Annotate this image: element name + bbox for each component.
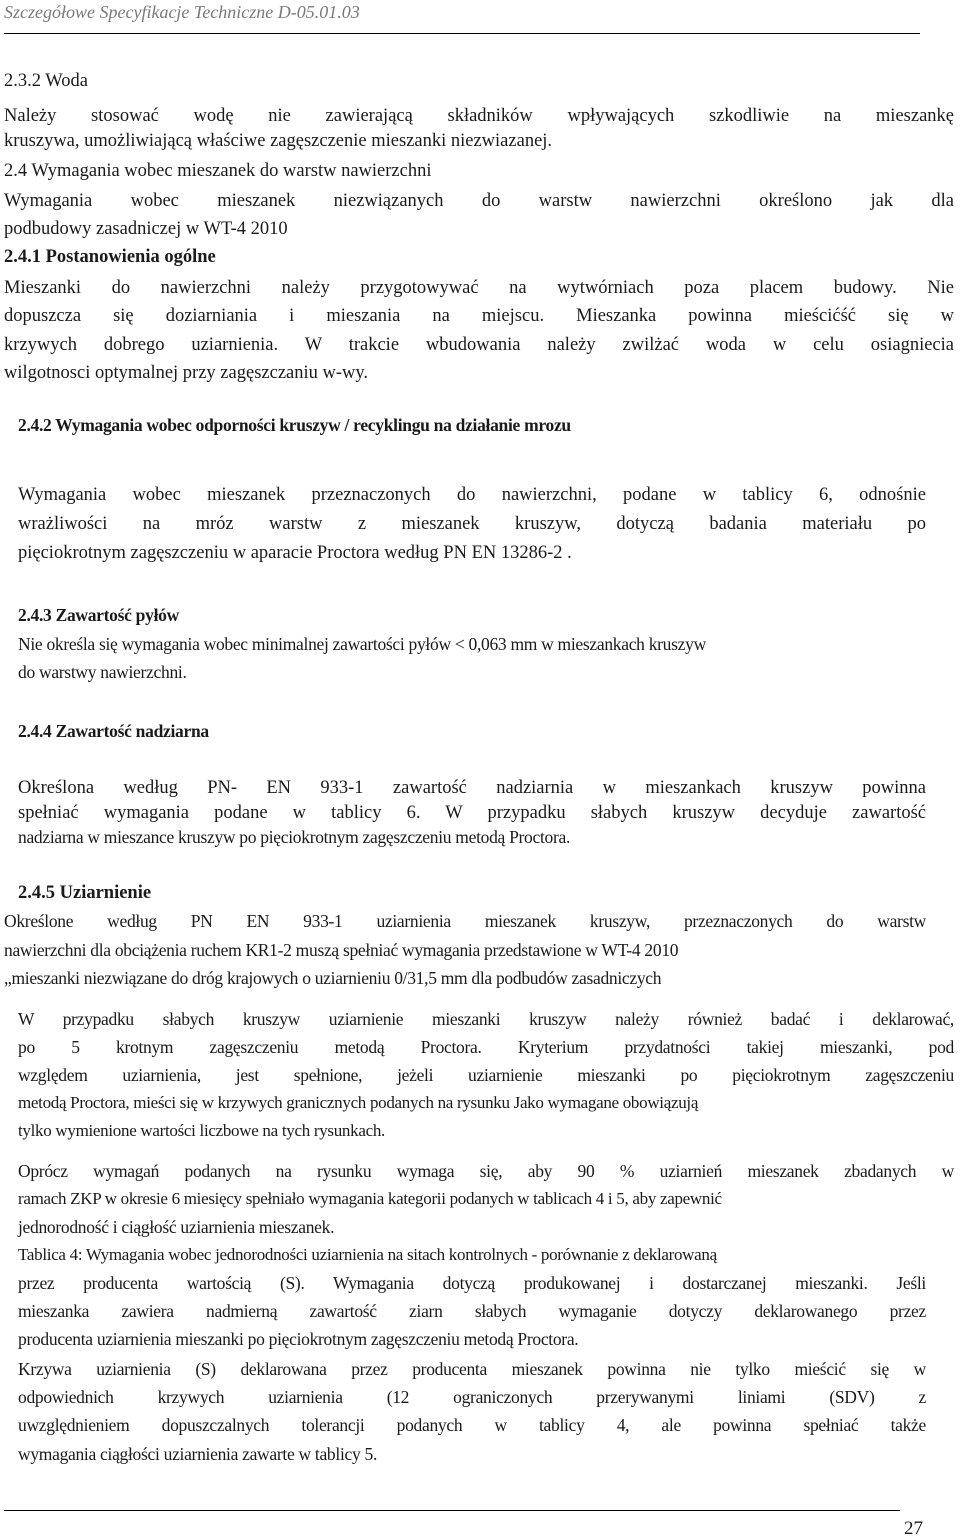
text-line: Należy stosować wodę nie zawierającą składników wpływających szkodliwie na mieszankę: [4, 106, 954, 126]
heading-2-4-2: 2.4.2 Wymagania wobec odporności kruszyw / recyklingu na działanie mrozu: [18, 415, 571, 435]
heading-2-4-4: 2.4.4 Zawartość nadziarna: [18, 721, 209, 741]
header-rule: [4, 33, 920, 34]
text-line: producenta uziarnienia mieszanki po pięciokrotnym zagęszczeniu metodą Proctora.: [18, 1329, 579, 1349]
text-line: Nie określa się wymagania wobec minimalnej zawartości pyłów < 0,063 mm w mieszankach kruszyw: [18, 634, 706, 654]
text-line: Oprócz wymagań podanych na rysunku wymaga się, aby 90 % uziarnień mieszanek zbadanych w: [18, 1161, 954, 1181]
text-line: ramach ZKP w okresie 6 miesięcy spełniało wymagania kategorii podanych w tablicach 4 i 5, aby zapewnić: [18, 1189, 722, 1208]
text-line: Określona według PN- EN 933-1 zawartość nadziarnia w mieszankach kruszyw powinna: [18, 778, 926, 798]
document-header-title: Szczegółowe Specyfikacje Techniczne D-05.01.03: [4, 2, 360, 22]
text-line: Określone według PN EN 933-1 uziarnienia mieszanek kruszyw, przeznaczonych do warstw: [4, 911, 926, 931]
text-line: odpowiednich krzywych uziarnienia (12 ograniczonych przerywanymi liniami (SDV) z: [18, 1387, 926, 1407]
text-line: wilgotnosci optymalnej przy zagęszczaniu w-wy.: [4, 363, 369, 383]
text-line: Krzywa uziarnienia (S) deklarowana przez producenta mieszanek powinna nie tylko mieścić się w: [18, 1359, 926, 1379]
page-number: 27: [904, 1518, 923, 1539]
text-line: krzywych dobrego uziarnienia. W trakcie wbudowania należy zwilżać woda w celu osiagniecia: [4, 335, 954, 355]
text-line: Wymagania wobec mieszanek przeznaczonych do nawierzchni, podane w tablicy 6, odnośnie: [18, 485, 926, 505]
text-line: W przypadku słabych kruszyw uziarnienie mieszanki kruszyw należy również badać i deklarować,: [18, 1009, 954, 1029]
text-line: Mieszanki do nawierzchni należy przygotowywać na wytwórniach poza placem budowy. Nie: [4, 278, 954, 298]
text-line: podbudowy zasadniczej w WT-4 2010: [4, 219, 288, 239]
heading-2-4-5: 2.4.5 Uziarnienie: [18, 883, 152, 903]
text-line: jednorodność i ciągłość uziarnienia mieszanek.: [18, 1217, 335, 1237]
heading-2-4-3: 2.4.3 Zawartość pyłów: [18, 605, 179, 625]
text-line: mieszanka zawiera nadmierną zawartość ziarn słabych wymaganie dotyczy deklarowanego przez: [18, 1301, 926, 1321]
text-line: Tablica 4: Wymagania wobec jednorodności uziarnienia na sitach kontrolnych - porównanie z deklarowaną: [18, 1245, 717, 1264]
text-line: kruszywa, umożliwiającą właściwe zagęszczenie mieszanki niezwiazanej.: [4, 131, 553, 151]
text-line: nadziarna w mieszance kruszyw po pięciokrotnym zagęszczeniu metodą Proctora.: [18, 827, 571, 847]
text-line: po 5 krotnym zagęszczeniu metodą Proctora. Kryterium przydatności takiej mieszanki, pod: [18, 1037, 954, 1057]
text-line: do warstwy nawierzchni.: [18, 662, 187, 682]
text-line: względem uziarnienia, jest spełnione, jeżeli uziarnienie mieszanki po pięciokrotnym zagęszczeniu: [18, 1065, 954, 1085]
heading-2-3-2: 2.3.2 Woda: [4, 71, 88, 91]
text-line: wymagania ciągłości uziarnienia zawarte w tablicy 5.: [18, 1444, 378, 1464]
heading-2-4: 2.4 Wymagania wobec mieszanek do warstw nawierzchni: [4, 161, 432, 181]
text-line: uwzględnieniem dopuszczalnych tolerancji podanych w tablicy 4, ale powinna spełniać także: [18, 1415, 926, 1435]
text-line: dopuszcza się doziarniania i mieszania na miejscu. Mieszanka powinna mieścićść się w: [4, 306, 954, 326]
footer-rule: [4, 1510, 900, 1511]
text-line: metodą Proctora, mieści się w krzywych granicznych podanych na rysunku Jako wymagane obowiązują: [18, 1093, 699, 1112]
heading-2-4-1: 2.4.1 Postanowienia ogólne: [4, 247, 216, 267]
text-line: nawierzchni dla obciążenia ruchem KR1-2 muszą spełniać wymagania przedstawione w WT-4 2010: [4, 940, 679, 960]
text-line: wrażliwości na mróz warstw z mieszanek kruszyw, dotyczą badania materiału po: [18, 514, 926, 534]
text-line: „mieszanki niezwiązane do dróg krajowych o uziarnieniu 0/31,5 mm dla podbudów zasadniczych: [4, 968, 662, 988]
text-line: tylko wymienione wartości liczbowe na tych rysunkach.: [18, 1121, 385, 1140]
text-line: Wymagania wobec mieszanek niezwiązanych do warstw nawierzchni określono jak dla: [4, 191, 954, 211]
text-line: przez producenta wartością (S). Wymagania dotyczą produkowanej i dostarczanej mieszanki. Jeśli: [18, 1273, 926, 1293]
text-line: pięciokrotnym zagęszczeniu w aparacie Proctora według PN EN 13286-2 .: [18, 543, 572, 563]
text-line: spełniać wymagania podane w tablicy 6. W przypadku słabych kruszyw decyduje zawartość: [18, 803, 926, 823]
